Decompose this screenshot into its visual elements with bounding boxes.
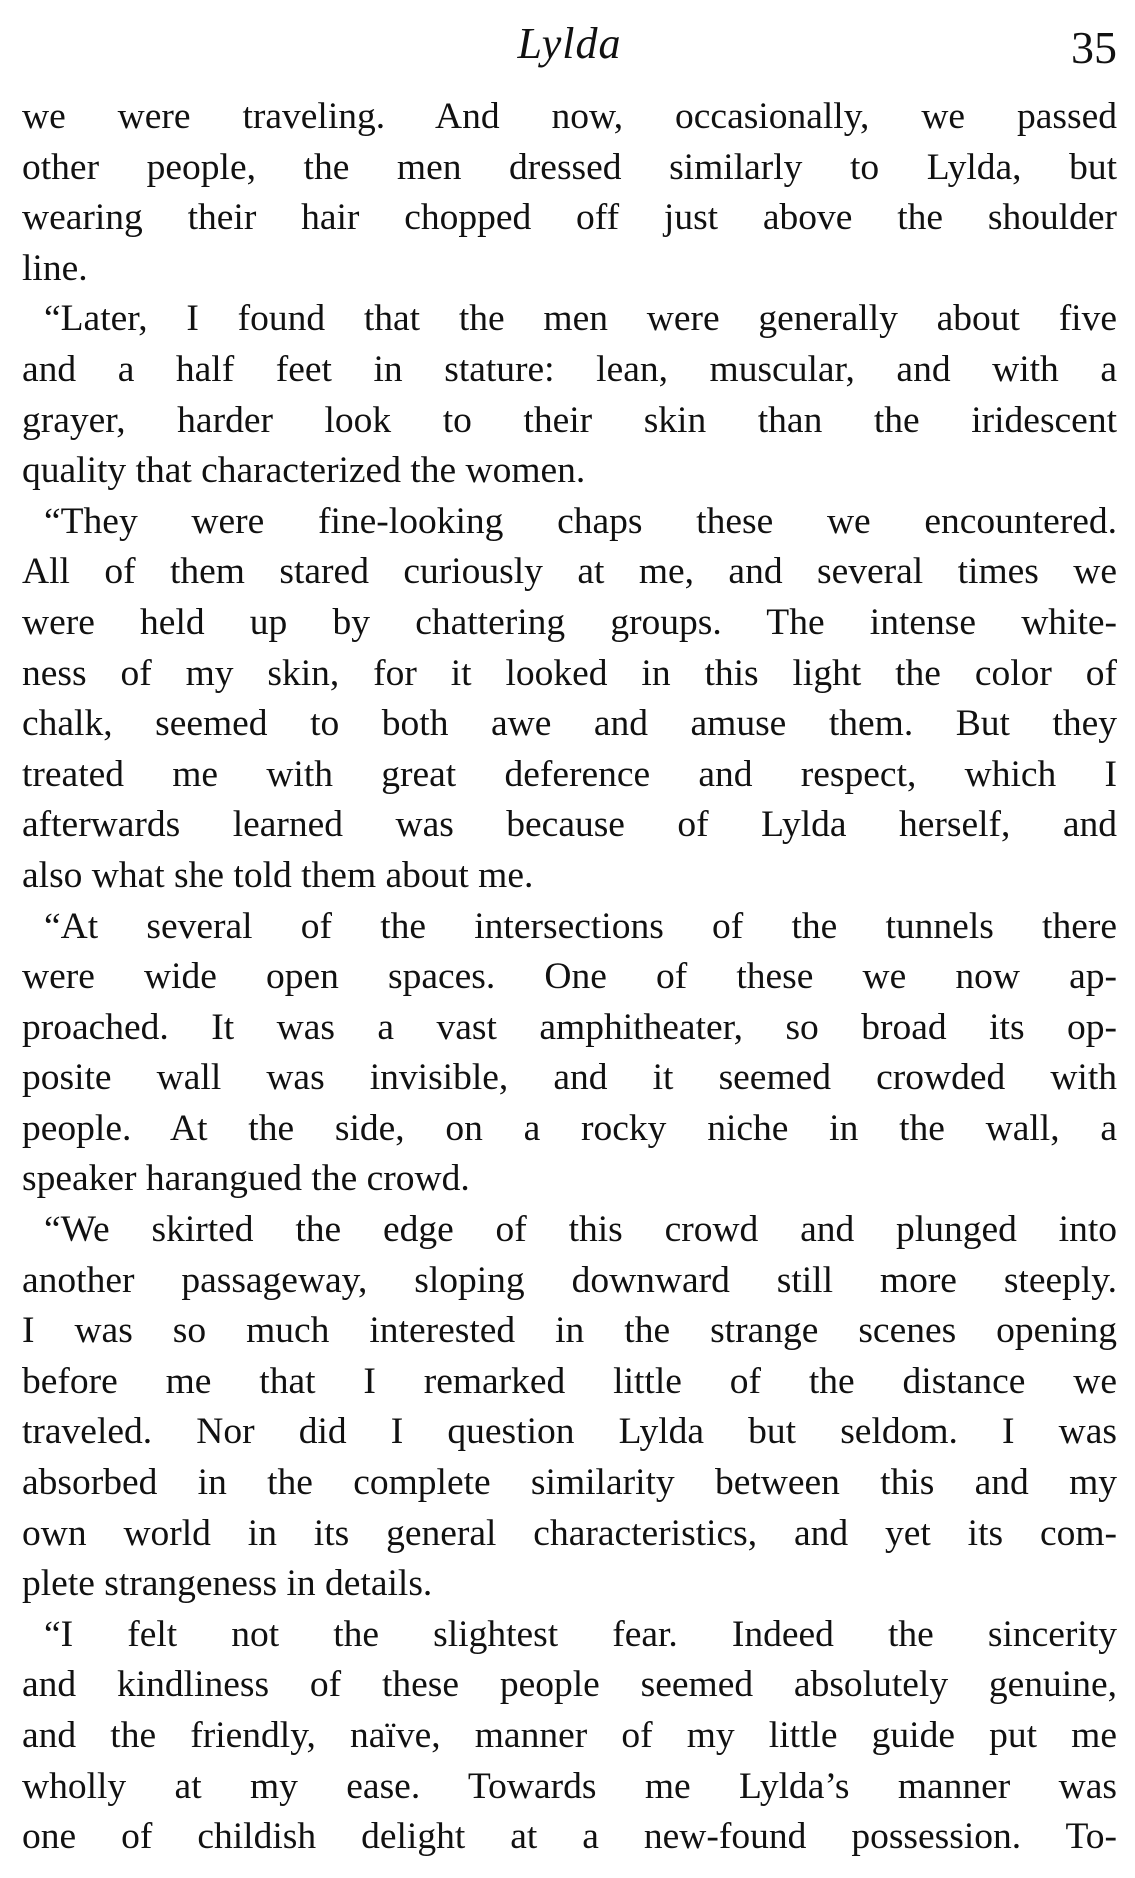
text-line <box>22 92 1117 143</box>
paragraph <box>22 497 1117 902</box>
text-line <box>22 396 1117 447</box>
line-text: ness of my skin, for it looked in this light the color of <box>22 652 1117 694</box>
line-text: wearing their hair chopped off just above the shoulder <box>22 197 1117 239</box>
text-line <box>22 1812 1117 1863</box>
text-line <box>22 143 1117 194</box>
line-text: speaker harangued the crowd. <box>22 1158 470 1200</box>
text-line <box>22 1458 1117 1509</box>
text-line <box>22 800 1117 851</box>
text-line <box>22 1306 1117 1357</box>
text-line <box>22 952 1117 1003</box>
line-text: quality that characterized the women. <box>22 450 586 492</box>
line-text: own world in its general characteristics, and yet its com- <box>22 1512 1117 1554</box>
text-line <box>22 649 1117 700</box>
line-text: absorbed in the complete similarity between this and my <box>22 1462 1117 1504</box>
line-text: “I felt not the slightest fear. Indeed the sincerity <box>44 1613 1117 1655</box>
line-text: grayer, harder look to their skin than the iridescent <box>22 399 1117 441</box>
line-text: posite wall was invisible, and it seemed crowded with <box>22 1057 1117 1099</box>
line-text: afterwards learned was because of Lylda herself, and <box>22 804 1117 846</box>
text-line <box>22 902 1117 953</box>
line-text: proached. It was a vast amphitheater, so broad its op- <box>22 1006 1117 1048</box>
line-text: and a half feet in stature: lean, muscular, and with a <box>22 348 1117 390</box>
line-text: traveled. Nor did I question Lylda but seldom. I was <box>22 1411 1117 1453</box>
text-line <box>22 345 1117 396</box>
running-head <box>22 14 1117 78</box>
text-line <box>22 699 1117 750</box>
line-text: and kindliness of these people seemed absolutely genuine, <box>22 1664 1117 1706</box>
text-line <box>22 1559 1117 1610</box>
line-text: other people, the men dressed similarly to Lylda, but <box>22 146 1117 188</box>
paragraph <box>22 1205 1117 1610</box>
line-text: were wide open spaces. One of these we now ap- <box>22 956 1117 998</box>
line-text: line. <box>22 247 88 289</box>
body-text <box>22 92 1117 1863</box>
text-line <box>22 1509 1117 1560</box>
text-line <box>22 1205 1117 1256</box>
line-text: chalk, seemed to both awe and amuse them. But they <box>22 703 1117 745</box>
text-line <box>22 1762 1117 1813</box>
text-line <box>22 1053 1117 1104</box>
line-text: All of them stared curiously at me, and several times we <box>22 551 1117 593</box>
text-line <box>22 1610 1117 1661</box>
line-text: we were traveling. And now, occasionally, we passed <box>22 96 1117 137</box>
text-line <box>22 1711 1117 1762</box>
line-text: one of childish delight at a new-found possession. To- <box>22 1816 1117 1858</box>
text-line <box>22 244 1117 295</box>
text-line <box>22 598 1117 649</box>
line-text: I was so much interested in the strange scenes opening <box>22 1310 1117 1352</box>
line-text: also what she told them about me. <box>22 854 534 896</box>
text-line <box>22 1256 1117 1307</box>
line-text: “Later, I found that the men were generally about five <box>44 298 1117 340</box>
line-text: “We skirted the edge of this crowd and plunged into <box>44 1209 1117 1251</box>
line-text: wholly at my ease. Towards me Lylda’s manner was <box>22 1765 1117 1807</box>
page-number: 35 <box>1071 22 1117 73</box>
line-text: and the friendly, naïve, manner of my little guide put me <box>22 1715 1117 1756</box>
text-line <box>22 1660 1117 1711</box>
text-line <box>22 1154 1117 1205</box>
text-line <box>22 193 1117 244</box>
text-line <box>22 294 1117 345</box>
text-line <box>22 750 1117 801</box>
paragraph <box>22 1610 1117 1863</box>
line-text: before me that I remarked little of the distance we <box>22 1360 1117 1402</box>
line-text: people. At the side, on a rocky niche in the wall, a <box>22 1107 1117 1149</box>
paragraph <box>22 294 1117 496</box>
line-text: were held up by chattering groups. The intense white- <box>22 601 1117 643</box>
running-title: Lylda <box>517 19 622 68</box>
text-line <box>22 1407 1117 1458</box>
text-line <box>22 1003 1117 1054</box>
text-line <box>22 1104 1117 1155</box>
line-text: another passageway, sloping downward still more steeply. <box>22 1259 1117 1301</box>
line-text: “They were fine-looking chaps these we encountered. <box>44 500 1117 542</box>
text-line <box>22 497 1117 548</box>
paragraph <box>22 92 1117 294</box>
paragraph <box>22 902 1117 1206</box>
text-line <box>22 446 1117 497</box>
line-text: “At several of the intersections of the tunnels there <box>44 905 1117 947</box>
line-text: treated me with great deference and respect, which I <box>22 753 1117 795</box>
line-text: plete strangeness in details. <box>22 1563 433 1605</box>
text-line <box>22 547 1117 598</box>
text-line <box>22 851 1117 902</box>
text-line <box>22 1357 1117 1408</box>
